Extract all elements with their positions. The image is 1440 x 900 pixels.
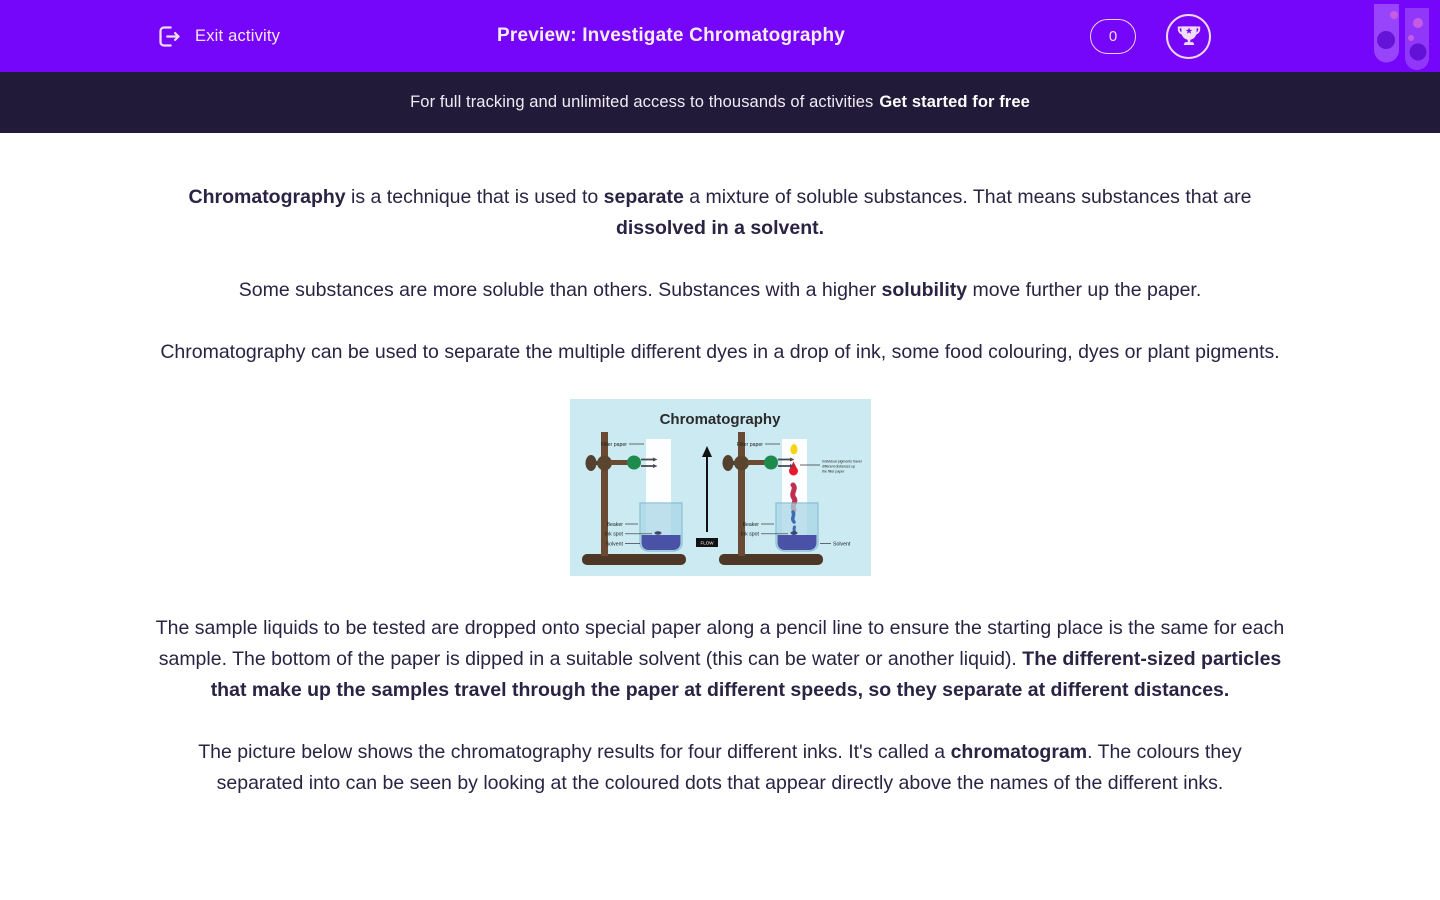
annotation-line3: the filter paper: [821, 469, 844, 474]
label-filter-paper-right: Filter paper: [736, 441, 763, 448]
annotation-line1: Individual pigments travel: [821, 459, 861, 464]
score-value: 0: [1108, 27, 1118, 45]
promo-banner: [0, 72, 1440, 133]
ink-spot-left: [654, 531, 661, 535]
paragraph-3: Chromatography can be used to separate the multiple different dyes in a drop of ink, some food colouring, dyes or plant pigments.: [160, 341, 1280, 363]
label-solvent-right: Solvent: [832, 541, 850, 548]
paragraph-4: The sample liquids to be tested are dropped onto special paper along a pencil line to ensure the starting place is the same for each sample. The bottom of the paper is dipped in a suitable solvent (this can be water or another liquid). The different-sized particles that make up the samples travel through the paper at different speeds, so they separate at different distances.: [155, 617, 1285, 701]
clamp-right: [764, 456, 778, 470]
paragraph-1: Chromatography is a technique that is used to separate a mixture of soluble substances. That means substances that are dissolved in a solvent.: [188, 186, 1252, 239]
p4-bold-particles: The different-sized particles that make up the samples travel through the paper at different speeds, so they separate at different distances.: [210, 648, 1282, 701]
header-actions: [1090, 0, 1211, 72]
p2-bold-solubility: solubility: [881, 279, 968, 301]
diagram-title: Chromatography: [659, 411, 780, 428]
paragraph-5: The picture below shows the chromatography results for four different inks. It's called a chromatogram. The colours they separated into can be seen by looking at the coloured dots that appear directly above the names of the different inks.: [198, 741, 1242, 794]
test-tubes-decoration: [1360, 0, 1435, 72]
pigment-red: [789, 467, 798, 476]
label-solvent-left: Solvent: [605, 541, 623, 548]
trophy-icon: [1176, 22, 1202, 51]
label-ink-spot-left: Ink spot: [604, 531, 623, 538]
p1-bold-chromatography: Chromatography: [188, 186, 346, 208]
page-title: Preview: Investigate Chromatography: [496, 25, 846, 46]
exit-icon: [156, 23, 183, 50]
solvent-left: [641, 535, 680, 550]
label-beaker-right: Beaker: [742, 521, 759, 528]
ink-spot-right: [790, 531, 797, 535]
label-beaker-left: Beaker: [606, 521, 623, 528]
pigment-blue-upper: [792, 512, 793, 522]
flow-label: FLOW: [700, 540, 713, 546]
solvent-right: [777, 535, 816, 550]
clamp-left: [627, 456, 641, 470]
exit-activity-label: Exit activity: [195, 26, 281, 45]
p1-bold-dissolved: dissolved in a solvent.: [615, 217, 825, 239]
achievements-button[interactable]: [1166, 14, 1211, 59]
chromatography-diagram: [570, 399, 871, 576]
exit-activity-button[interactable]: [150, 0, 286, 72]
label-ink-spot-right: Ink spot: [740, 531, 759, 538]
p1-bold-separate: separate: [603, 186, 684, 208]
paragraph-2: Some substances are more soluble than others. Substances with a higher solubility move further up the paper.: [238, 279, 1202, 301]
get-started-link[interactable]: Get started for free: [879, 93, 1030, 111]
promo-message: For full tracking and unlimited access to thousands of activities: [410, 93, 874, 111]
label-filter-paper-left: Filter paper: [600, 441, 627, 448]
activity-content: [0, 133, 1440, 799]
p5-bold-chromatogram: chromatogram: [950, 741, 1088, 763]
app-header: [0, 0, 1440, 72]
score-counter: [1090, 19, 1136, 54]
annotation-line2: different distances up: [821, 464, 855, 469]
